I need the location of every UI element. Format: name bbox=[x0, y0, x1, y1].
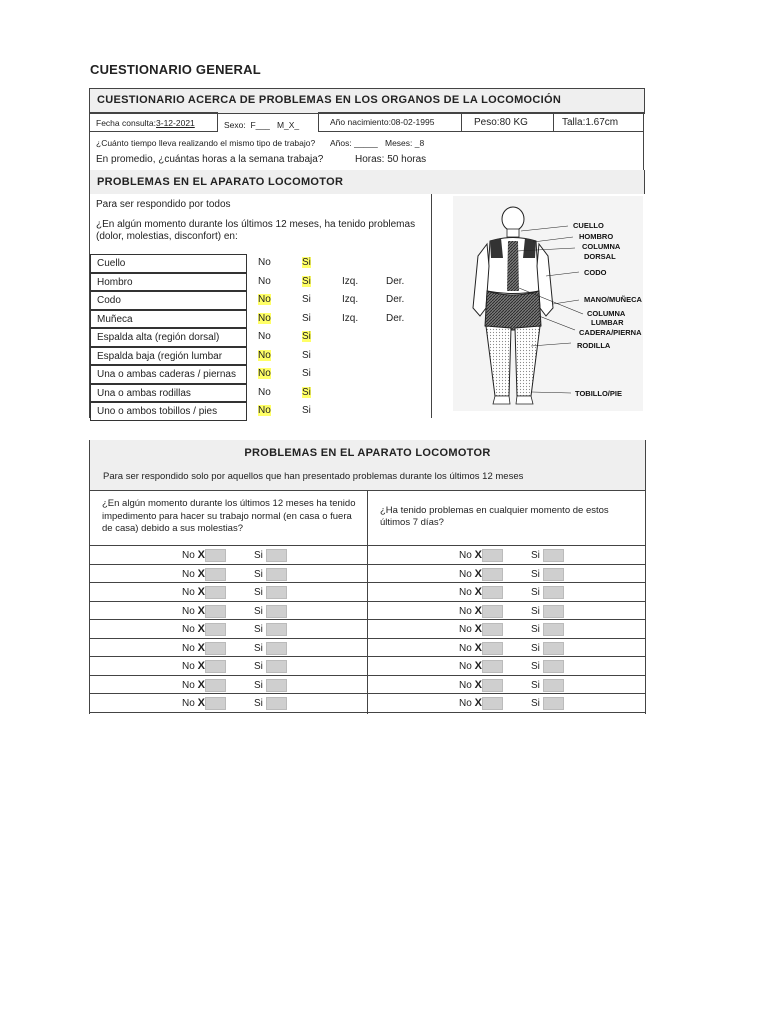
si-label: Si bbox=[531, 624, 540, 636]
label-columna-lumbar: LUMBAR bbox=[591, 318, 624, 327]
checkbox[interactable] bbox=[205, 660, 226, 673]
si-label: Si bbox=[531, 568, 540, 580]
checkbox[interactable] bbox=[482, 679, 503, 692]
impedimento-si[interactable] bbox=[254, 697, 287, 710]
x-mark: X bbox=[197, 604, 205, 617]
x-mark: X bbox=[474, 549, 482, 562]
option-no[interactable]: No bbox=[258, 257, 271, 268]
ultimos7-si[interactable] bbox=[531, 642, 564, 655]
table-row: Una o ambas caderas / piernas bbox=[90, 365, 247, 384]
ultimos7-no[interactable] bbox=[459, 623, 503, 636]
horas-field[interactable]: Horas: 50 horas bbox=[355, 154, 427, 165]
nacimiento-label: Año nacimiento: bbox=[330, 117, 391, 127]
table-row: Una o ambas rodillas bbox=[90, 384, 247, 403]
impedimento-no[interactable] bbox=[182, 679, 226, 692]
fecha-label: Fecha consulta: bbox=[96, 118, 157, 128]
sexo-field[interactable] bbox=[224, 120, 299, 130]
no-label: No bbox=[182, 587, 195, 599]
ultimos7-no[interactable] bbox=[459, 568, 503, 581]
x-mark: X bbox=[474, 586, 482, 599]
checkbox[interactable] bbox=[543, 568, 564, 581]
no-label: No bbox=[459, 550, 472, 562]
option-no[interactable]: No bbox=[258, 275, 271, 287]
si-label: Si bbox=[254, 624, 263, 636]
label-hombro: HOMBRO bbox=[579, 232, 614, 241]
no-label: No bbox=[182, 679, 195, 691]
checkbox[interactable] bbox=[543, 605, 564, 618]
si-label: Si bbox=[531, 698, 540, 710]
table-row: Espalda alta (región dorsal) bbox=[90, 328, 247, 347]
nacimiento-field[interactable] bbox=[330, 117, 434, 127]
ultimos7-si[interactable] bbox=[531, 623, 564, 636]
table-row: Espalda baja (región lumbar bbox=[90, 347, 247, 366]
checkbox[interactable] bbox=[482, 623, 503, 636]
checkbox[interactable] bbox=[266, 568, 287, 581]
no-label: No bbox=[459, 624, 472, 636]
no-label: No bbox=[459, 698, 472, 710]
ultimos7-si[interactable] bbox=[531, 568, 564, 581]
section-header: CUESTIONARIO ACERCA DE PROBLEMAS EN LOS ORGANOS DE LA LOCOMOCIÓN bbox=[97, 94, 562, 106]
no-label: No bbox=[182, 568, 195, 580]
label-columna-dorsal: DORSAL bbox=[584, 252, 616, 261]
document-title: CUESTIONARIO GENERAL bbox=[90, 62, 261, 77]
impedimento-no[interactable] bbox=[182, 623, 226, 636]
questionnaire-form bbox=[89, 88, 644, 418]
si-label: Si bbox=[531, 679, 540, 691]
si-label: Si bbox=[531, 642, 540, 654]
ultimos7-no[interactable] bbox=[459, 660, 503, 673]
option-no[interactable]: No bbox=[258, 294, 271, 305]
impedimento-no[interactable] bbox=[182, 568, 226, 581]
no-label: No bbox=[459, 605, 472, 617]
subtitle: Para ser respondido por todos bbox=[96, 199, 231, 210]
option-no[interactable]: No bbox=[258, 368, 271, 379]
ultimos7-si[interactable] bbox=[531, 549, 564, 562]
x-mark: X bbox=[197, 660, 205, 673]
option-der[interactable]: Der. bbox=[386, 312, 405, 324]
second-questionnaire bbox=[89, 440, 646, 714]
checkbox[interactable] bbox=[543, 660, 564, 673]
sexo-f: F___ bbox=[250, 120, 270, 130]
anios-field[interactable]: Años: _____ bbox=[330, 138, 378, 148]
impedimento-si[interactable] bbox=[254, 623, 287, 636]
checkbox[interactable] bbox=[205, 586, 226, 599]
no-label: No bbox=[182, 605, 195, 617]
x-mark: X bbox=[474, 623, 482, 636]
ultimos7-si[interactable] bbox=[531, 679, 564, 692]
no-label: No bbox=[459, 587, 472, 599]
label-rodilla: RODILLA bbox=[577, 341, 611, 350]
checkbox[interactable] bbox=[205, 568, 226, 581]
x-mark: X bbox=[474, 567, 482, 580]
table-row: Uno o ambos tobillos / pies bbox=[90, 402, 247, 421]
checkbox[interactable] bbox=[205, 642, 226, 655]
checkbox[interactable] bbox=[482, 549, 503, 562]
x-mark: X bbox=[474, 641, 482, 654]
no-label: No bbox=[182, 661, 195, 673]
si-label: Si bbox=[254, 698, 263, 710]
checkbox[interactable] bbox=[543, 642, 564, 655]
fecha-value: 3-12-2021 bbox=[156, 118, 195, 128]
ultimos7-no[interactable] bbox=[459, 549, 503, 562]
si-label: Si bbox=[254, 550, 263, 562]
no-label: No bbox=[182, 624, 195, 636]
ultimos7-no[interactable] bbox=[459, 697, 503, 710]
checkbox[interactable] bbox=[543, 697, 564, 710]
ultimos7-no[interactable] bbox=[459, 642, 503, 655]
impedimento-no[interactable] bbox=[182, 697, 226, 710]
no-label: No bbox=[459, 661, 472, 673]
checkbox[interactable] bbox=[205, 623, 226, 636]
si-label: Si bbox=[531, 605, 540, 617]
x-mark: X bbox=[197, 567, 205, 580]
checkbox[interactable] bbox=[543, 623, 564, 636]
impedimento-si[interactable] bbox=[254, 642, 287, 655]
impedimento-no[interactable] bbox=[182, 642, 226, 655]
subtitle: Para ser respondido solo por aquellos que han presentado problemas durante los últimos 12 meses bbox=[103, 471, 524, 482]
no-label: No bbox=[459, 568, 472, 580]
ultimos7-si[interactable] bbox=[531, 697, 564, 710]
question-text: ¿En algún momento durante los últimos 12 meses, ha tenido problemas (dolor, molestias, disconfort) en: bbox=[96, 219, 416, 242]
sexo-m: M_X_ bbox=[276, 120, 300, 130]
si-label: Si bbox=[254, 679, 263, 691]
ultimos7-si[interactable] bbox=[531, 660, 564, 673]
ultimos7-si[interactable] bbox=[531, 605, 564, 618]
label-columna-lumbar: COLUMNA bbox=[587, 309, 626, 318]
checkbox[interactable] bbox=[482, 605, 503, 618]
option-der[interactable]: Der. bbox=[386, 294, 405, 305]
impedimento-si[interactable] bbox=[254, 605, 287, 618]
x-mark: X bbox=[197, 586, 205, 599]
checkbox[interactable] bbox=[543, 586, 564, 599]
x-mark: X bbox=[474, 678, 482, 691]
checkbox[interactable] bbox=[266, 679, 287, 692]
section-header: PROBLEMAS EN EL APARATO LOCOMOTOR bbox=[244, 447, 491, 459]
checkbox[interactable] bbox=[266, 549, 287, 562]
option-izq[interactable]: Izq. bbox=[342, 312, 359, 324]
si-label: Si bbox=[254, 642, 263, 654]
option-no[interactable]: No bbox=[258, 312, 271, 324]
x-mark: X bbox=[197, 641, 205, 654]
option-si[interactable]: Si bbox=[302, 312, 311, 324]
checkbox[interactable] bbox=[266, 642, 287, 655]
option-no[interactable]: No bbox=[258, 349, 271, 361]
si-label: Si bbox=[254, 568, 263, 580]
checkbox[interactable] bbox=[205, 549, 226, 562]
ultimos7-si[interactable] bbox=[531, 586, 564, 599]
si-label: Si bbox=[531, 587, 540, 599]
checkbox[interactable] bbox=[266, 605, 287, 618]
peso-field[interactable]: Peso:80 KG bbox=[474, 117, 528, 128]
ultimos7-no[interactable] bbox=[459, 586, 503, 599]
no-label: No bbox=[182, 550, 195, 562]
x-mark: X bbox=[197, 549, 205, 562]
checkbox[interactable] bbox=[205, 697, 226, 710]
si-label: Si bbox=[531, 550, 540, 562]
label-codo: CODO bbox=[584, 268, 607, 277]
checkbox[interactable] bbox=[205, 605, 226, 618]
impedimento-no[interactable] bbox=[182, 586, 226, 599]
question-left: ¿En algún momento durante los últimos 12 meses ha tenido impedimento para hacer su trabajo normal (en casa o fuera de casa) debido a sus molestias? bbox=[102, 498, 356, 534]
impedimento-si[interactable] bbox=[254, 549, 287, 562]
section-header: PROBLEMAS EN EL APARATO LOCOMOTOR bbox=[97, 176, 344, 188]
checkbox[interactable] bbox=[266, 586, 287, 599]
x-mark: X bbox=[474, 660, 482, 673]
impedimento-si[interactable] bbox=[254, 660, 287, 673]
label-mano: MANO/MUÑECA bbox=[584, 295, 642, 304]
checkbox[interactable] bbox=[482, 568, 503, 581]
x-mark: X bbox=[197, 678, 205, 691]
option-si[interactable]: Si bbox=[302, 331, 311, 342]
impedimento-no[interactable] bbox=[182, 549, 226, 562]
option-no[interactable]: No bbox=[258, 386, 271, 398]
label-cuello: CUELLO bbox=[573, 221, 604, 230]
impedimento-si[interactable] bbox=[254, 586, 287, 599]
si-label: Si bbox=[531, 661, 540, 673]
si-label: Si bbox=[254, 587, 263, 599]
talla-field[interactable]: Talla:1.67cm bbox=[562, 117, 619, 128]
option-no[interactable]: No bbox=[258, 405, 271, 416]
checkbox[interactable] bbox=[266, 623, 287, 636]
impedimento-si[interactable] bbox=[254, 568, 287, 581]
checkbox[interactable] bbox=[482, 642, 503, 655]
horas-question: En promedio, ¿cuántas horas a la semana trabaja? bbox=[96, 154, 324, 165]
si-label: Si bbox=[254, 605, 263, 617]
nacimiento-value: 08-02-1995 bbox=[390, 117, 435, 127]
impedimento-no[interactable] bbox=[182, 660, 226, 673]
checkbox[interactable] bbox=[266, 660, 287, 673]
fecha-field[interactable] bbox=[96, 118, 195, 128]
no-label: No bbox=[459, 679, 472, 691]
option-si[interactable]: Si bbox=[302, 386, 311, 398]
no-label: No bbox=[459, 642, 472, 654]
sexo-label: Sexo: bbox=[224, 120, 246, 130]
option-izq[interactable]: Izq. bbox=[342, 294, 359, 305]
option-no[interactable]: No bbox=[258, 331, 271, 342]
table-row: Cuello bbox=[90, 254, 247, 273]
option-si[interactable]: Si bbox=[302, 275, 311, 287]
ultimos7-no[interactable] bbox=[459, 605, 503, 618]
label-columna-dorsal: COLUMNA bbox=[582, 242, 621, 251]
x-mark: X bbox=[197, 697, 205, 710]
impedimento-no[interactable] bbox=[182, 605, 226, 618]
checkbox[interactable] bbox=[482, 660, 503, 673]
no-label: No bbox=[182, 642, 195, 654]
si-label: Si bbox=[254, 661, 263, 673]
impedimento-si[interactable] bbox=[254, 679, 287, 692]
option-si[interactable]: Si bbox=[302, 405, 311, 416]
table-row: Muñeca bbox=[90, 310, 247, 329]
option-si[interactable]: Si bbox=[302, 349, 311, 361]
checkbox[interactable] bbox=[205, 679, 226, 692]
option-si[interactable]: Si bbox=[302, 368, 311, 379]
no-label: No bbox=[182, 698, 195, 710]
checkbox[interactable] bbox=[482, 586, 503, 599]
option-izq[interactable]: Izq. bbox=[342, 275, 359, 287]
label-tobillo: TOBILLO/PIE bbox=[575, 389, 622, 398]
x-mark: X bbox=[474, 604, 482, 617]
ultimos7-no[interactable] bbox=[459, 679, 503, 692]
x-mark: X bbox=[474, 697, 482, 710]
checkbox[interactable] bbox=[543, 549, 564, 562]
table-row: Hombro bbox=[90, 273, 247, 292]
x-mark: X bbox=[197, 623, 205, 636]
option-si[interactable]: Si bbox=[302, 294, 311, 305]
checkbox[interactable] bbox=[266, 697, 287, 710]
label-cadera: CADERA/PIERNA bbox=[579, 328, 642, 337]
meses-field[interactable]: Meses: _8 bbox=[385, 138, 425, 148]
body-diagram bbox=[453, 196, 643, 411]
checkbox[interactable] bbox=[543, 679, 564, 692]
question-right: ¿Ha tenido problemas en cualquier momento de estos últimos 7 días? bbox=[380, 505, 609, 528]
checkbox[interactable] bbox=[482, 697, 503, 710]
option-der[interactable]: Der. bbox=[386, 275, 405, 287]
option-si[interactable]: Si bbox=[302, 257, 311, 268]
table-row: Codo bbox=[90, 291, 247, 310]
tiempo-question: ¿Cuánto tiempo lleva realizando el mismo tipo de trabajo? bbox=[96, 138, 316, 148]
